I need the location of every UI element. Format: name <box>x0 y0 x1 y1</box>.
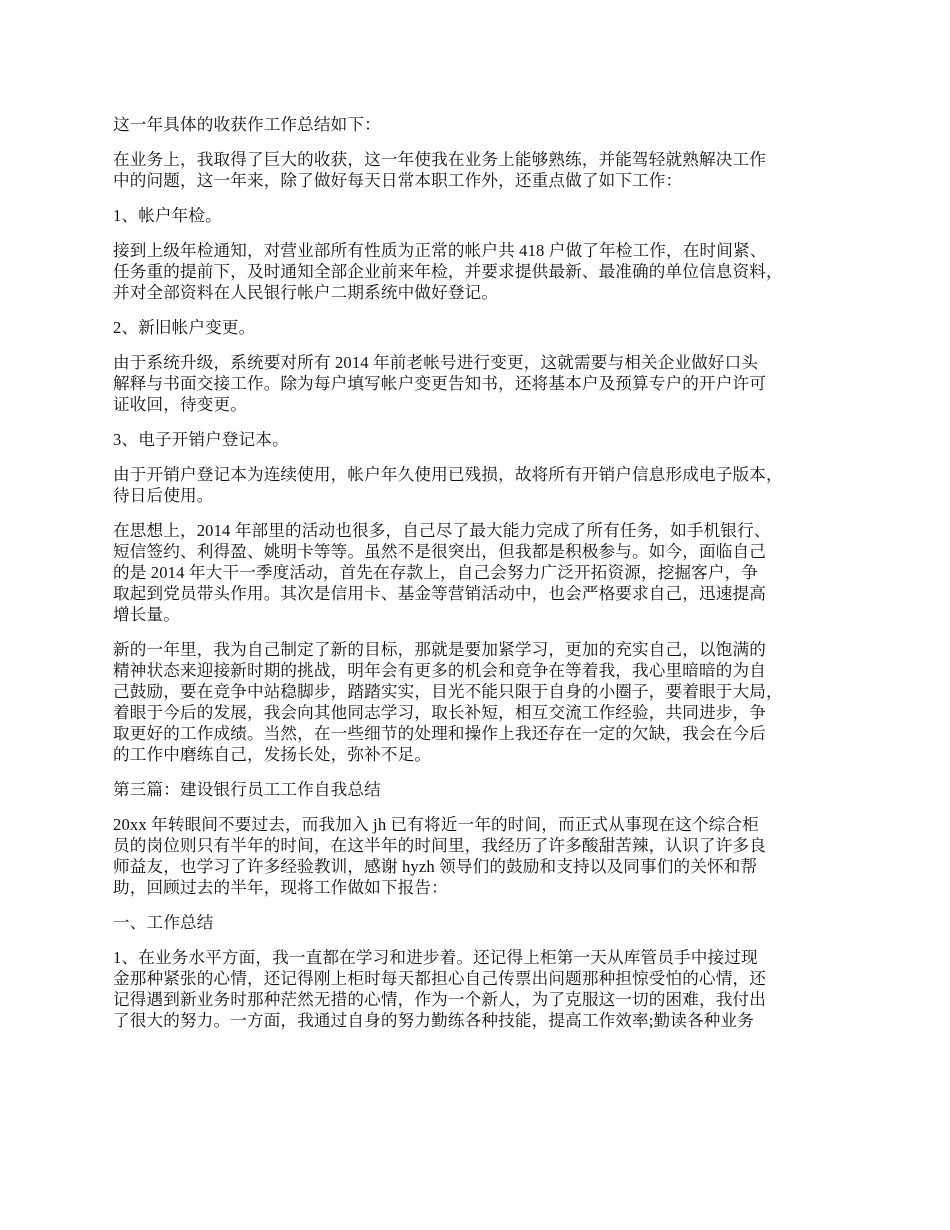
heading-account-change <box>113 317 843 338</box>
text-line: 的是 2014 年大干一季度活动，首先在存款上，自己会努力广泛开拓资源，挖掘客户，争 <box>113 563 759 582</box>
text-line: 由于系统升级，系统要对所有 2014 年前老帐号进行变更，这就需要与相关企业做好口头 <box>113 353 759 372</box>
text-line: 第三篇：建设银行员工工作自我总结 <box>113 780 381 799</box>
text-line: 员的岗位则只有半年的时间，在这半年的时间里，我经历了许多酸甜苦辣，认识了许多良 <box>113 836 767 855</box>
text-line: 精神状态来迎接新时期的挑战，明年会有更多的机会和竞争在等着我，我心里暗暗的为自 <box>113 661 767 680</box>
text-line: 助，回顾过去的半年，现将工作做如下报告： <box>113 878 448 897</box>
text-line: 中的问题，这一年来，除了做好每天日常本职工作外，还重点做了如下工作： <box>113 171 683 190</box>
text-line: 接到上级年检通知，对营业部所有性质为正常的帐户共 418 户做了年检工作，在时间紧、 <box>113 241 767 260</box>
text-line: 待日后使用。 <box>113 486 214 505</box>
text-line: 20xx 年转眼间不要过去，而我加入 jh 已有将近一年的时间，而正式从事现在这个综合柜 <box>113 815 759 834</box>
text-line: 由于开销户登记本为连续使用，帐户年久使用已残损，故将所有开销户信息形成电子版本， <box>113 465 783 484</box>
text-line: 的工作中磨练自己，发扬长处，弥补不足。 <box>113 745 432 764</box>
heading-work-summary <box>113 912 843 933</box>
text-line: 师益友，也学习了许多经验教训，感谢 hyzh 领导们的鼓励和支持以及同事们的关怀和帮 <box>113 857 758 876</box>
text-line: 2、新旧帐户变更。 <box>113 318 256 337</box>
heading-account-annual-check <box>113 205 843 226</box>
section-title-third <box>113 779 843 800</box>
paragraph-account-change <box>113 352 843 415</box>
text-line: 取起到党员带头作用。其次是信用卡、基金等营销活动中，也会严格要求自己，迅速提高 <box>113 584 767 603</box>
paragraph-new-year <box>113 639 843 765</box>
text-line: 新的一年里，我为自己制定了新的目标，那就是要加紧学习，更加的充实自己，以饱满的 <box>113 640 767 659</box>
paragraph-thinking <box>113 520 843 625</box>
text-line: 记得遇到新业务时那种茫然无措的心情，作为一个新人，为了克服这一切的困难，我付出 <box>113 990 767 1009</box>
paragraph-annual-check <box>113 240 843 303</box>
text-line: 短信签约、利得盈、姚明卡等等。虽然不是很突出，但我都是积极参与。如今，面临自己 <box>113 542 767 561</box>
text-line: 证收回，待变更。 <box>113 395 247 414</box>
text-line: 这一年具体的收获作工作总结如下： <box>113 115 381 134</box>
text-line: 1、在业务水平方面，我一直都在学习和进步着。还记得上柜第一天从库管员手中接过现 <box>113 948 758 967</box>
text-line: 在业务上，我取得了巨大的收获，这一年使我在业务上能够熟练，并能驾轻就熟解决工作 <box>113 150 767 169</box>
paragraph-business-level <box>113 947 843 1031</box>
text-line: 己鼓励，要在竞争中站稳脚步，踏踏实实，目光不能只限于自身的小圈子，要着眼于大局， <box>113 682 783 701</box>
text-line: 在思想上，2014 年部里的活动也很多，自己尽了最大能力完成了所有任务，如手机银行、 <box>113 521 771 540</box>
heading-electronic-register <box>113 429 843 450</box>
text-line: 任务重的提前下，及时通知全部企业前来年检，并要求提供最新、最准确的单位信息资料， <box>113 262 783 281</box>
paragraph-intro <box>113 114 843 135</box>
text-line: 增长量。 <box>113 605 180 624</box>
text-line: 一、工作总结 <box>113 913 214 932</box>
text-line: 金那种紧张的心情，还记得刚上柜时每天都担心自己传票出问题那种担惊受怕的心情，还 <box>113 969 767 988</box>
text-line: 并对全部资料在人民银行帐户二期系统中做好登记。 <box>113 283 499 302</box>
text-line: 了很大的努力。一方面，我通过自身的努力勤练各种技能，提高工作效率;勤读各种业务 <box>113 1011 755 1030</box>
text-line: 解释与书面交接工作。除为每户填写帐户变更告知书，还将基本户及预算专户的开户许可 <box>113 374 767 393</box>
text-line: 取更好的工作成绩。当然，在一些细节的处理和操作上我还存在一定的欠缺，我会在今后 <box>113 724 767 743</box>
document-page <box>113 114 843 1045</box>
paragraph-business <box>113 149 843 191</box>
text-line: 1、帐户年检。 <box>113 206 222 225</box>
text-line: 着眼于今后的发展，我会向其他同志学习，取长补短，相互交流工作经验，共同进步，争 <box>113 703 767 722</box>
text-line: 3、电子开销户登记本。 <box>113 430 289 449</box>
paragraph-electronic-register <box>113 464 843 506</box>
paragraph-third-intro <box>113 814 843 898</box>
